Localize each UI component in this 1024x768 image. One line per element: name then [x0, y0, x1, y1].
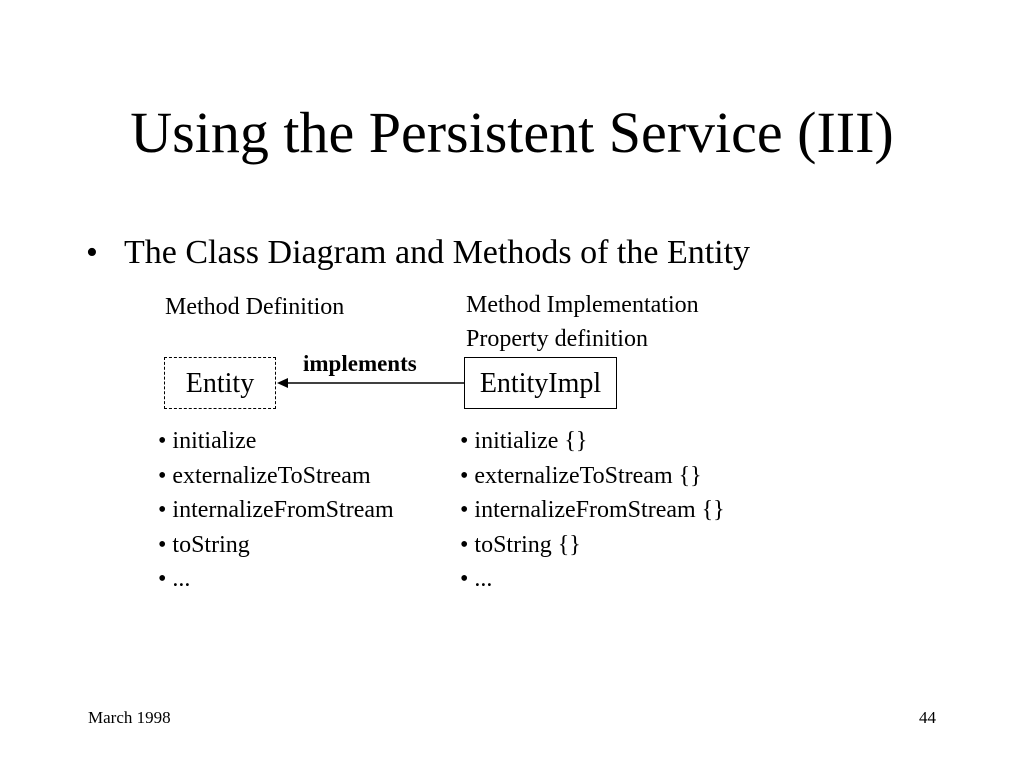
impl-method-item-initialize: • initialize {} [460, 428, 588, 454]
impl-method-item-internalize: • internalizeFromStream {} [460, 497, 725, 523]
method-implementation-caption [466, 290, 699, 358]
impl-method-item-ellipsis: • ... [460, 566, 493, 592]
implementation-method-list [460, 424, 725, 597]
entity-class-box: Entity [164, 357, 276, 409]
method-item-internalize: • internalizeFromStream [158, 497, 394, 523]
bullet-point [86, 232, 750, 274]
impl-method-item-externalize: • externalizeToStream {} [460, 462, 702, 489]
bullet-text: The Class Diagram and Methods of the Entity [124, 234, 751, 271]
footer-date: March 1998 [88, 708, 171, 727]
caption-line-property: Property definition [466, 326, 648, 352]
method-item-initialize: • initialize [158, 428, 257, 454]
slide-title: Using the Persistent Service (III) [130, 100, 894, 165]
method-item-tostring: • toString [158, 531, 250, 558]
method-definition-caption: Method Definition [165, 294, 345, 320]
method-item-externalize: • externalizeToStream [158, 462, 371, 489]
caption-line-implementation: Method Implementation [466, 292, 699, 318]
arrow-head [277, 378, 288, 388]
interface-method-list [158, 424, 394, 597]
bullet-marker: • [86, 234, 98, 271]
method-item-ellipsis: • ... [158, 566, 191, 592]
implements-label: implements [303, 351, 417, 376]
entity-impl-class-box: EntityImpl [464, 357, 617, 409]
page-number: 44 [919, 708, 936, 727]
impl-method-item-tostring: • toString {} [460, 531, 581, 558]
